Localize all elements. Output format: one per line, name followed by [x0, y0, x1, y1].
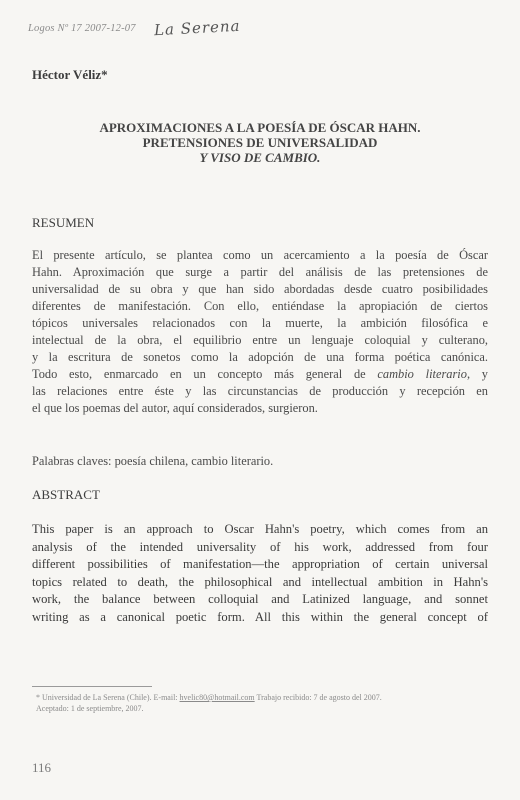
footnote-line-1 — [36, 692, 496, 703]
footnote-received-date: Trabajo recibido: 7 de agosto del 2007. — [254, 693, 382, 702]
cambio-literario-term: cambio literario — [377, 367, 467, 381]
resumen-line: universalidad de su obra y que han sido abordadas desde cuatro posibilidades — [32, 282, 488, 296]
abstract-line: writing as a canonical poetic form. All this within the general concept of — [32, 609, 488, 624]
resumen-line-with-italic — [32, 366, 488, 383]
title-line-2: PRETENSIONES DE UNIVERSALIDAD — [142, 135, 378, 150]
abstract-line: different possibilities of manifestation—the appropriation of certain universal — [32, 557, 488, 571]
resumen-line: las relaciones entre éste y las circunstancias de producción y recepción en — [32, 384, 488, 398]
title-line-3: Y VISO DE CAMBIO. — [199, 150, 321, 165]
resumen-line: Hahn. Aproximación que surge a partir del análisis de las pretensiones de — [32, 265, 488, 279]
resumen-paragraph — [32, 247, 488, 417]
resumen-line: el que los poemas del autor, aquí considerados, surgieron. — [32, 401, 318, 415]
resumen-line: El presente artículo, se plantea como un acercamiento a la poesía de Óscar — [32, 248, 488, 262]
journal-reference: Logos Nº 17 2007-12-07 — [28, 22, 136, 34]
keywords-line: Palabras claves: poesía chilena, cambio literario. — [32, 454, 274, 468]
abstract-line: This paper is an approach to Oscar Hahn's poetry, which comes from an — [32, 522, 488, 536]
page-number: 116 — [32, 760, 52, 775]
abstract-heading: ABSTRACT — [32, 487, 100, 502]
resumen-line: tópicos universales relacionados con la muerte, la ambición filosófica e — [32, 316, 488, 330]
abstract-paragraph — [32, 521, 488, 626]
footnote-affiliation: * Universidad de La Serena (Chile). E-mail: — [36, 693, 180, 702]
title-line-1: APROXIMACIONES A LA POESÍA DE ÓSCAR HAHN. — [99, 120, 421, 135]
resumen-text: Todo esto, enmarcado en un concepto más general de — [32, 367, 378, 381]
article-title — [0, 120, 520, 165]
resumen-heading: RESUMEN — [32, 215, 95, 230]
abstract-line: analysis of the intended universality of his work, addressed from four — [32, 539, 488, 554]
resumen-line: intelectual de la obra, el equilibrio entre un lenguaje coloquial y culterano, — [32, 333, 488, 347]
handwritten-annotation: La Serena — [153, 16, 241, 40]
abstract-line: topics related to death, the philosophical and intellectual ambition in Hahn's — [32, 574, 488, 589]
footnote-accepted-date: Aceptado: 1 de septiembre, 2007. — [36, 704, 144, 713]
abstract-line: work, the balance between colloquial and Latinized language, and sonnet — [32, 592, 488, 606]
author-name: Héctor Véliz* — [32, 67, 108, 82]
footnote — [36, 692, 496, 714]
author-email-link[interactable]: hvelic80@hotmail.com — [179, 693, 255, 702]
resumen-line: diferentes de manifestación. Con ello, entiéndase la apropiación de ciertos — [32, 299, 488, 313]
resumen-text: , y — [466, 367, 488, 381]
resumen-line: y la escritura de sonetos como la adopción de una forma poética canónica. — [32, 350, 488, 364]
footnote-divider — [32, 686, 152, 687]
running-header — [28, 16, 498, 40]
